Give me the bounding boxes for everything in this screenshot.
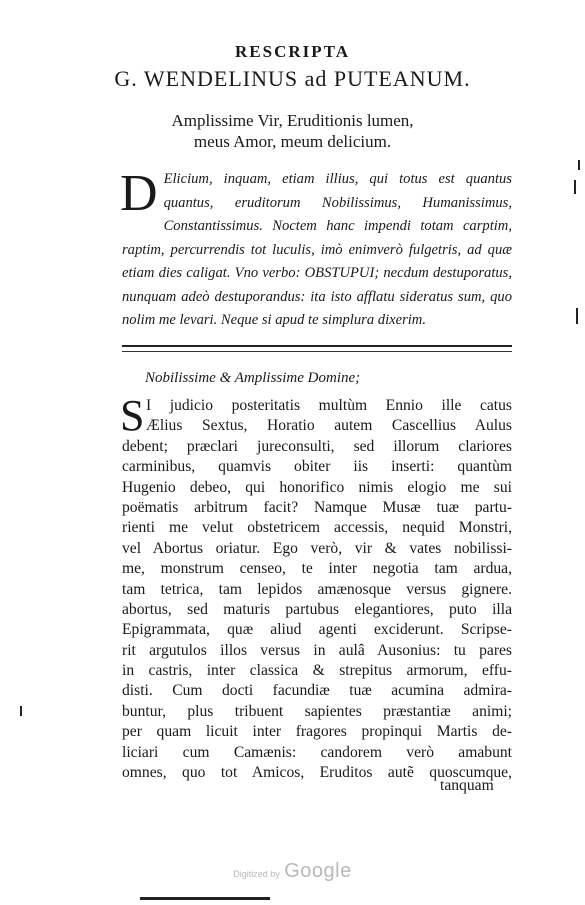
- running-head: RESCRIPTA: [235, 42, 350, 61]
- body-line: carminibus, quamvis obiter iis inserti: quantùm: [122, 458, 512, 476]
- body-line: debent; præclari jureconsulti, sed illorum clariores: [122, 437, 512, 455]
- salutation-line-2: meus Amor, meum delicium.: [193, 132, 392, 151]
- body-line: disti. Cum docti facundiæ tuæ acumina admira-: [122, 682, 512, 700]
- page-edge-mark: [140, 897, 270, 900]
- body-line: Ælius Sextus, Horatio autem Cascellius Aulus: [146, 417, 512, 435]
- body-line: Epigrammata, quæ aliud agenti exciderunt. Scripse-: [122, 621, 512, 639]
- letter-title: G. WENDELINUS ad PUTEANUM.: [114, 66, 471, 91]
- letter-address: Nobilissime & Amplissime Domine;: [145, 370, 361, 386]
- body-line: liciari cum Camænis: candorem verò amabunt: [122, 743, 512, 761]
- margin-speck: [20, 706, 22, 716]
- margin-speck: [574, 180, 576, 194]
- body-drop-cap: S: [120, 391, 145, 440]
- intro-text: Elicium, inquam, etiam illius, qui totus est quantus quantus, eruditorum Nobilissimus, Humanissimus, Constantissimus. Noctem hanc impendi totam carptim, raptim, percurrendis tot luculis, imò enimverò fulgetris, ad quæ etiam dies caligat. Vno verbo: OBSTUPUI; necdum destuporatus, nunquam adeò destuporandus: ita isto afflatu sideratus sum, quo nolim me levari. Neque si apud te simplura dixerim.: [122, 171, 512, 328]
- salutation-line-1: Amplissime Vir, Eruditionis lumen,: [171, 111, 414, 130]
- body-line: vel Abortus oriatur. Ego verò, vir & vates nobilissi-: [122, 539, 512, 557]
- intro-paragraph: [120, 165, 512, 333]
- letter-body: [120, 391, 512, 783]
- body-line: me, monstrum censeo, te inter negotia tam ardua,: [122, 560, 512, 578]
- watermark-prefix: Digitized by: [233, 869, 280, 879]
- body-line: abortus, sed maturis partubus elegantiores, puto illa: [122, 600, 512, 618]
- body-line: per quam licuit inter fragores propinqui Martis de-: [122, 723, 512, 741]
- divider-thin: [122, 351, 512, 352]
- salutation: [0, 110, 585, 152]
- body-line: omnes, quo tot Amicos, Eruditos autẽ quoscumque,: [122, 764, 512, 782]
- divider-thick: [122, 345, 512, 347]
- catchword: tanquam: [440, 777, 494, 794]
- margin-speck: [576, 308, 578, 324]
- body-line: poëmatis arbitrum facit? Namque Musæ tuæ partu-: [122, 498, 512, 516]
- body-line: tam tetrica, tam lepidos amænosque versus gignere.: [122, 580, 512, 598]
- body-line: Hugenio debeo, qui honorifico nimis elogio me sui: [122, 478, 512, 496]
- body-line: rienti me velut obstetricem accessis, nequid Monstri,: [122, 519, 512, 537]
- digitization-watermark: [0, 860, 585, 883]
- google-logo: Google: [284, 860, 352, 882]
- body-line: buntur, plus tribuent sapientes præstantiæ animi;: [122, 702, 512, 720]
- intro-drop-cap: D: [120, 165, 158, 222]
- body-line: in castris, inter classica & strepitus armorum, effu-: [122, 662, 512, 680]
- body-line: rit argutulos illos versus in aulâ Ausonius: tu pares: [122, 641, 512, 659]
- margin-speck: [578, 160, 580, 170]
- body-line: I judicio posteritatis multùm Ennio ille catus: [146, 397, 512, 414]
